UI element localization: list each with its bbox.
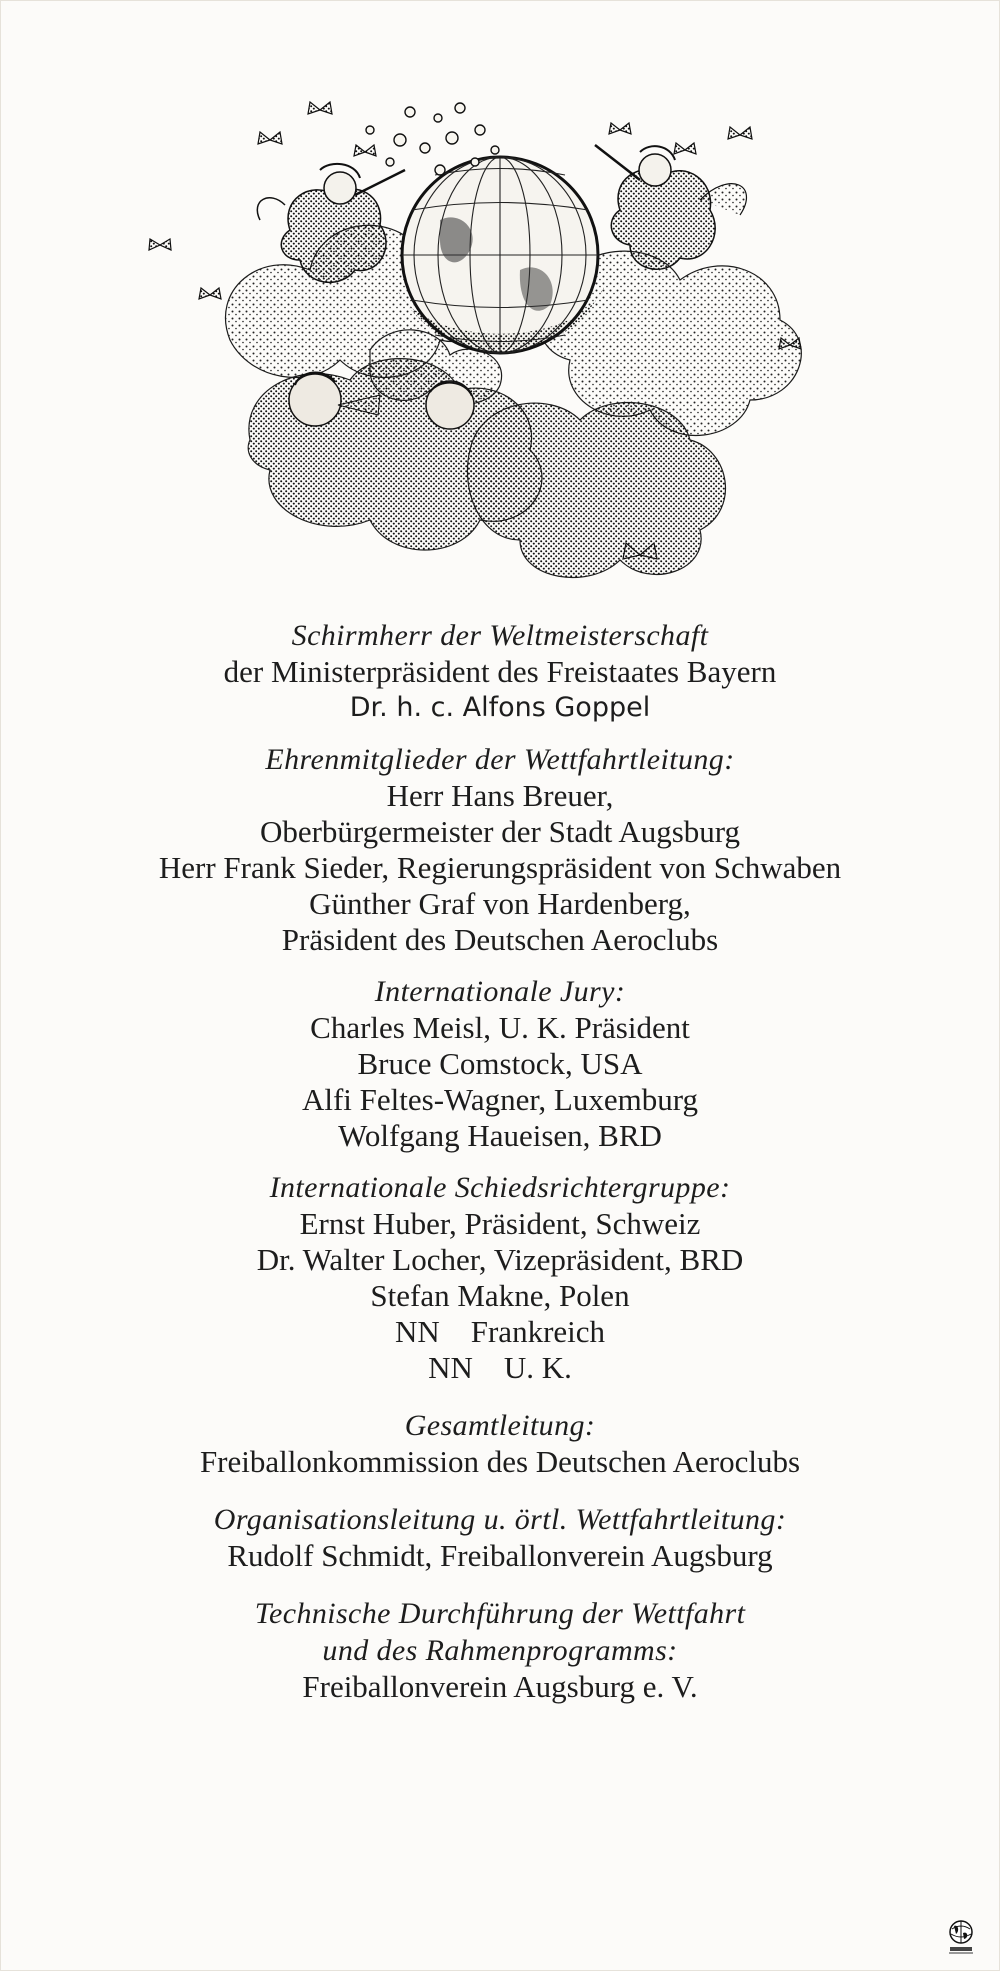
referees-line-4: NN Frankreich xyxy=(394,1314,606,1349)
bubbles-icon xyxy=(366,103,499,175)
honorary-line-1: Herr Hans Breuer, xyxy=(386,778,614,813)
referees-line-1: Ernst Huber, Präsident, Schweiz xyxy=(299,1206,701,1241)
credits-list xyxy=(40,617,960,1705)
patron-name: Dr. h. c. Alfons Goppel xyxy=(349,692,651,723)
referees-section xyxy=(40,1169,960,1386)
organisation-heading: Organisationsleitung u. örtl. Wettfahrtleitung: xyxy=(213,1503,787,1536)
management-line-1: Freiballonkommission des Deutschen Aeroclubs xyxy=(199,1444,801,1479)
honorary-line-4: Günther Graf von Hardenberg, xyxy=(309,886,691,921)
referees-line-5: NN U. K. xyxy=(428,1350,572,1385)
organisation-section xyxy=(40,1501,960,1574)
technical-section xyxy=(40,1595,960,1705)
jury-line-4: Wolfgang Haueisen, BRD xyxy=(338,1118,662,1153)
patron-section xyxy=(40,617,960,726)
management-heading: Gesamtleitung: xyxy=(404,1409,596,1442)
patron-heading: Schirmherr der Weltmeisterschaft xyxy=(291,619,709,652)
cherubs-globe-illustration xyxy=(140,100,860,620)
honorary-line-3: Herr Frank Sieder, Regierungspräsident von Schwaben xyxy=(158,850,842,885)
honorary-line-2: Oberbürgermeister der Stadt Augsburg xyxy=(259,814,741,849)
honorary-section xyxy=(40,741,960,958)
globe-icon xyxy=(395,157,605,353)
jury-line-3: Alfi Feltes-Wagner, Luxemburg xyxy=(301,1082,698,1117)
referees-heading: Internationale Schiedsrichtergruppe: xyxy=(269,1171,731,1204)
technical-line-1: Freiballonverein Augsburg e. V. xyxy=(302,1669,698,1704)
technical-heading-1: Technische Durchführung der Wettfahrt xyxy=(254,1597,746,1630)
referees-line-2: Dr. Walter Locher, Vizepräsident, BRD xyxy=(256,1242,744,1277)
patron-line-1: der Ministerpräsident des Freistaates Bayern xyxy=(223,654,777,689)
jury-heading: Internationale Jury: xyxy=(374,975,626,1008)
jury-line-2: Bruce Comstock, USA xyxy=(357,1046,643,1081)
jury-line-1: Charles Meisl, U. K. Präsident xyxy=(310,1010,690,1045)
jury-section xyxy=(40,973,960,1154)
cherub-right-icon xyxy=(595,145,746,269)
management-section xyxy=(40,1407,960,1480)
honorary-heading: Ehrenmitglieder der Wettfahrtleitung: xyxy=(265,743,735,776)
organisation-line-1: Rudolf Schmidt, Freiballonverein Augsburg xyxy=(227,1538,773,1573)
balloon-globe-logo-icon xyxy=(946,1919,976,1957)
honorary-line-5: Präsident des Deutschen Aeroclubs xyxy=(281,922,719,957)
referees-line-3: Stefan Makne, Polen xyxy=(370,1278,630,1313)
technical-heading-2: und des Rahmenprogramms: xyxy=(322,1634,678,1667)
